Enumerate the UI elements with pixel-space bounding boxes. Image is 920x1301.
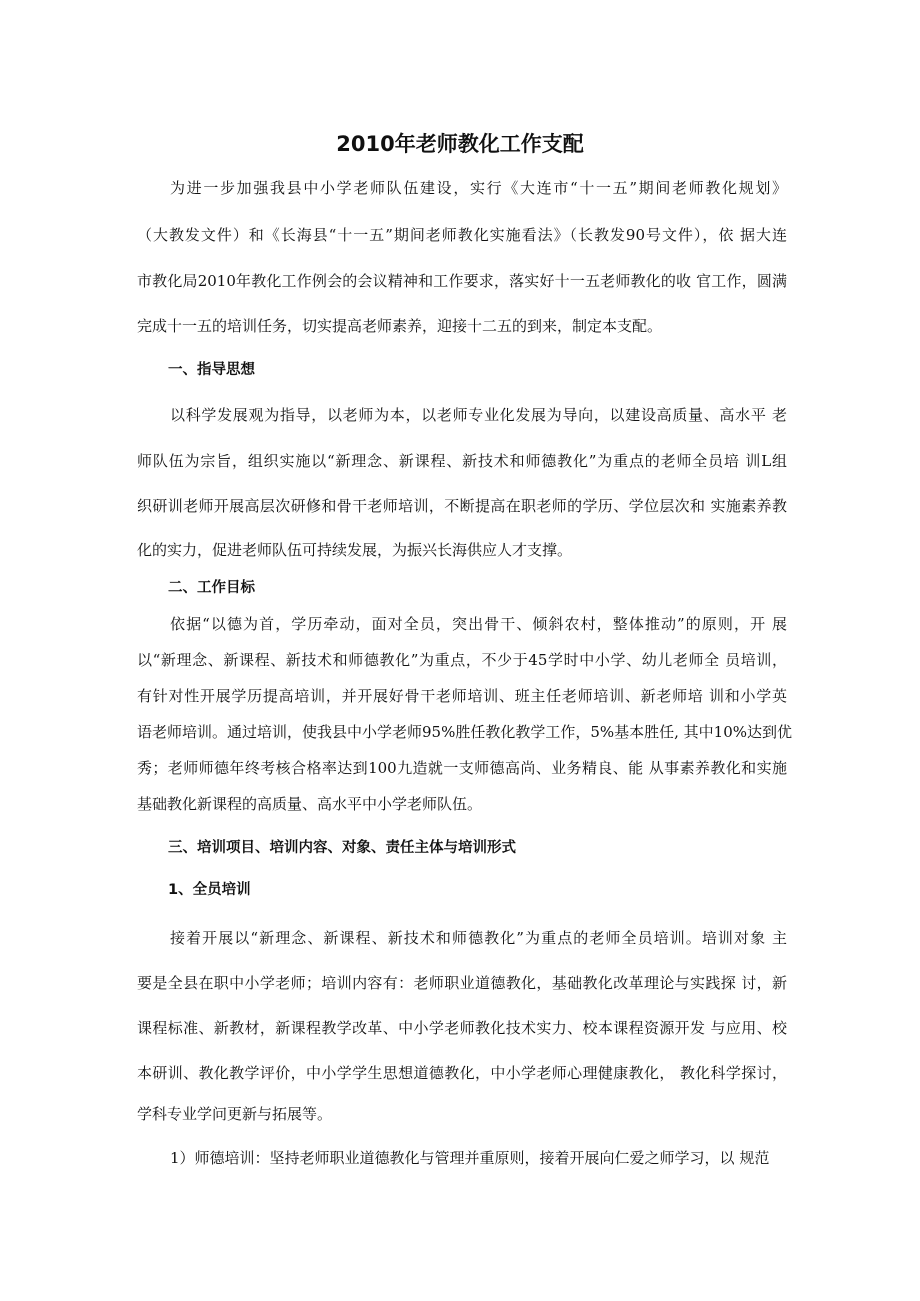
intro-line-2: （大教发文件）和《长海县“十一五”期间老师教化实施看法》（长教发90号文件），依 据大连 bbox=[137, 226, 787, 244]
subsection-heading-all-staff-training: 1、全员培训 bbox=[168, 882, 251, 898]
intro-line-1: 为进一步加强我县中小学老师队伍建设，实行《大连市“十一五”期间老师教化规划》 bbox=[170, 179, 787, 197]
section2-line-1: 依据“以德为首，学历牵动，面对全员，突出骨干、倾斜农村，整体推动”的原则，开 展 bbox=[170, 615, 787, 633]
section-heading-guiding-ideology: 一、指导思想 bbox=[168, 362, 255, 378]
section2-line-4: 语老师培训。通过培训，使我县中小学老师95%胜任教化教学工作，5%基本胜任, 其中10%达到优 bbox=[137, 723, 793, 741]
page-title: 2010年老师教化工作支配 bbox=[336, 132, 584, 156]
section1-line-4: 化的实力，促进老师队伍可持续发展，为振兴长海供应人才支撑。 bbox=[137, 541, 573, 559]
section2-line-3: 有针对性开展学历提高培训，并开展好骨干老师培训、班主任老师培训、新老师培 训和小学英 bbox=[137, 687, 787, 705]
section2-line-6: 基础教化新课程的高质量、高水平中小学老师队伍。 bbox=[137, 795, 483, 813]
section-heading-work-goals: 二、工作目标 bbox=[168, 580, 255, 596]
section1-line-1: 以科学发展观为指导，以老师为本，以老师专业化发展为导向，以建设高质量、高水平 老 bbox=[170, 406, 787, 424]
intro-line-3: 市教化局2010年教化工作例会的会议精神和工作要求，落实好十一五老师教化的收 官工作，圆满 bbox=[137, 272, 787, 290]
section1-line-2: 师队伍为宗旨，组织实施以“新理念、新课程、新技术和师德教化”为重点的老师全员培 训L组 bbox=[137, 452, 787, 470]
item-ethics-training-line: 1）师德培训：坚持老师职业道德教化与管理并重原则，接着开展向仁爱之师学习，以 规范 bbox=[170, 1149, 770, 1167]
section-heading-training-projects: 三、培训项目、培训内容、对象、责任主体与培训形式 bbox=[168, 840, 516, 856]
section3-1-line-4: 本研训、教化教学评价，中小学学生思想道德教化，中小学老师心理健康教化， 教化科学探讨， bbox=[137, 1064, 787, 1082]
section3-1-line-3: 课程标准、新教材，新课程教学改革、中小学老师教化技术实力、校本课程资源开发 与应用、校 bbox=[137, 1019, 787, 1037]
intro-line-4: 完成十一五的培训任务，切实提高老师素养，迎接十二五的到来，制定本支配。 bbox=[137, 317, 663, 335]
section3-1-line-2: 要是全县在职中小学老师；培训内容有：老师职业道德教化，基础教化改革理论与实践探 讨，新 bbox=[137, 974, 787, 992]
section3-1-line-1: 接着开展以“新理念、新课程、新技术和师德教化”为重点的老师全员培训。培训对象 主 bbox=[170, 929, 787, 947]
section2-line-5: 秀；老师师德年终考核合格率达到100九造就一支师德高尚、业务精良、能 从事素养教化和实施 bbox=[137, 759, 787, 777]
section3-1-line-5: 学科专业学问更新与拓展等。 bbox=[137, 1105, 333, 1123]
section1-line-3: 织研训老师开展高层次研修和骨干老师培训，不断提高在职老师的学历、学位层次和 实施素养教 bbox=[137, 497, 787, 515]
section2-line-2: 以“新理念、新课程、新技术和师德教化”为重点，不少于45学时中小学、幼儿老师全 员培训， bbox=[137, 651, 787, 669]
